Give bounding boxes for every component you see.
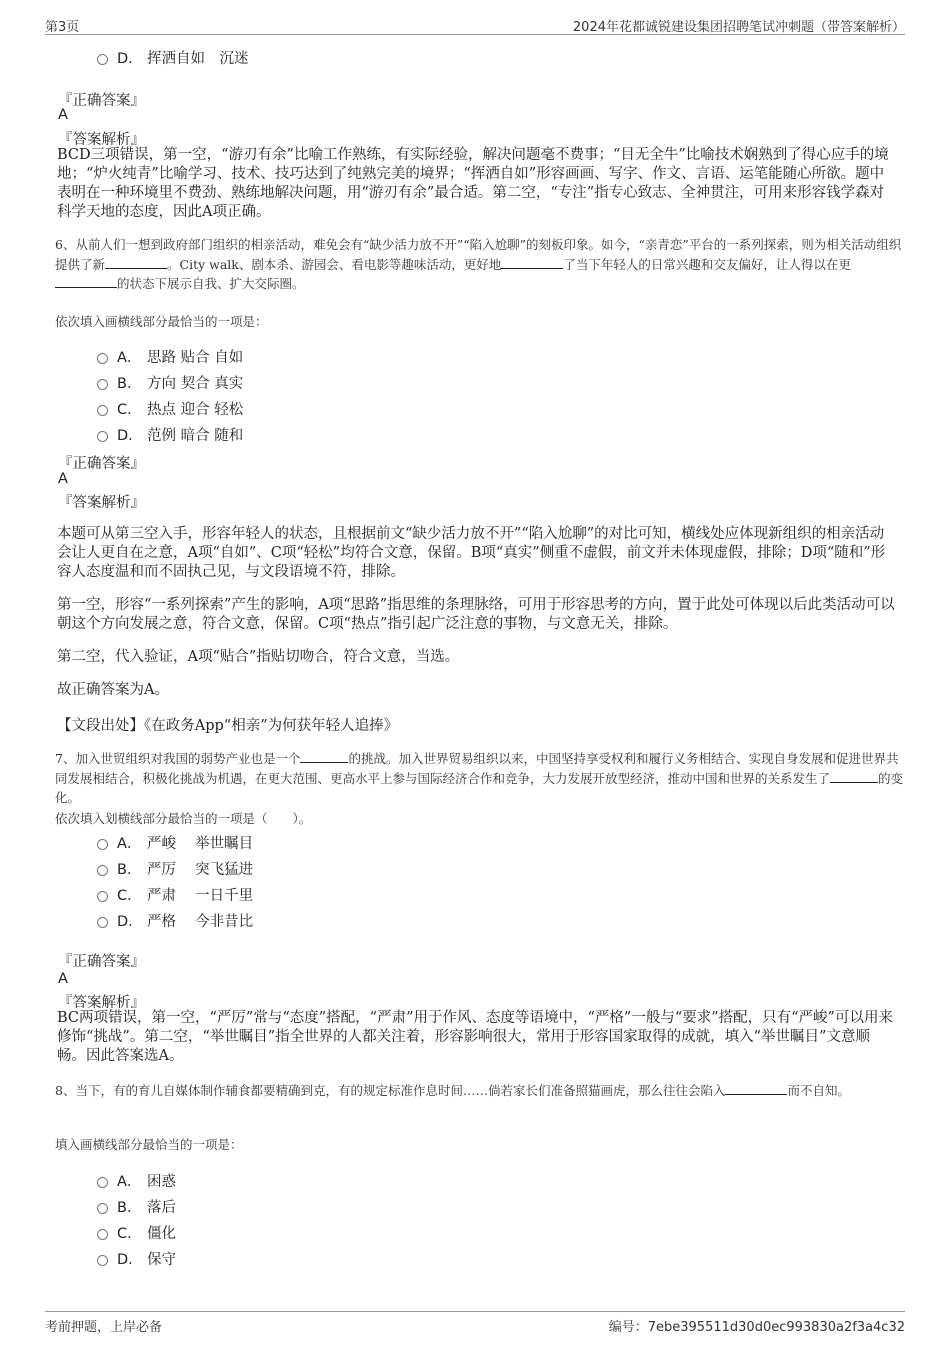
radio-icon[interactable] <box>97 891 108 902</box>
option-text: 挥洒自如 沉迷 <box>147 51 249 67</box>
q6-option-c[interactable]: C． 热点 迎合 轻松 <box>97 398 243 419</box>
q8-question: 8、当下，有的育儿自媒体制作辅食都要精确到克，有的规定标准作息时间……倘若家长们准备照猫画虎，那么往往会陷入 而不自知。 <box>55 1083 850 1098</box>
radio-icon[interactable] <box>97 865 108 876</box>
q6-answer: A <box>58 471 68 487</box>
option-letter: D． <box>117 51 143 67</box>
q6-instruction: 依次填入画横线部分最恰当的一项是： <box>55 314 268 329</box>
radio-icon[interactable] <box>97 1203 108 1214</box>
q6-analysis-p3: 第二空，代入验证，A项“贴合”指贴切吻合，符合文意，当选。 <box>57 649 460 665</box>
q6-option-b[interactable]: B． 方向 契合 真实 <box>97 372 243 393</box>
q7-answer: A <box>58 971 68 987</box>
q6-correct-label: 『正确答案』 <box>58 456 145 472</box>
q8-option-a[interactable]: A． 困惑 <box>97 1170 176 1191</box>
q6-source: 【文段出处】《在政务App“相亲”为何获年轻人追捧》 <box>57 718 399 734</box>
q5-analysis-label: 『答案解析』 <box>58 132 145 148</box>
blank-line <box>300 749 348 763</box>
q7-option-b[interactable]: B． 严厉 突飞猛进 <box>97 858 253 879</box>
q7-option-c[interactable]: C． 严肃 一日千里 <box>97 884 253 905</box>
radio-icon[interactable] <box>97 1177 108 1188</box>
radio-icon[interactable] <box>97 353 108 364</box>
page-number: 第3页 <box>45 20 80 35</box>
q7-question: 7、加入世贸组织对我国的弱势产业也是一个 的挑战。加入世界贸易组织以来，中国坚持享受权利和履行义务相结合、实现自身发展和促进世界共同发展相结合，积极化挑战为机遇，在更大范围、更高水平上参与国际经济合作和竞争，大力发展开放型经济，推动中国和世界的关系发生了 的变化。 <box>55 751 904 805</box>
q6-analysis-p2: 第一空，形容“一系列探索”产生的影响，A项“思路”指思维的条理脉络，可用于形容思考的方向，置于此处可体现以后此类活动可以朝这个方向发展之意，符合文意，保留。C项“热点”指引起广泛注意的事物，与文意无关，排除。 <box>57 597 895 632</box>
q6-analysis-p4: 故正确答案为A。 <box>57 682 169 698</box>
blank-line <box>55 274 117 288</box>
page-header <box>45 14 905 35</box>
page-footer <box>45 1311 905 1338</box>
q7-correct-label: 『正确答案』 <box>58 954 145 970</box>
radio-icon[interactable] <box>97 839 108 850</box>
radio-icon[interactable] <box>97 431 108 442</box>
blank-line <box>501 255 563 269</box>
q6-analysis-label: 『答案解析』 <box>58 495 145 511</box>
document-title: 2024年花都诚锐建设集团招聘笔试冲刺题（带答案解析） <box>572 20 905 35</box>
q6-option-a[interactable]: A． 思路 贴合 自如 <box>97 346 243 367</box>
radio-icon[interactable] <box>97 54 108 65</box>
q7-analysis: BC两项错误，第一空，“严厉”常与“态度”搭配，“严肃”用于作风、态度等语境中，“严格”一般与“要求”搭配，只有“严峻”可以用来修饰“挑战”。第二空，“举世瞩目”指全世界的人都关注着，形容影响很大，常用于形容国家取得的成就，填入“举世瞩目”文意顺畅。因此答案选A。 <box>57 1010 893 1064</box>
q5-correct-label: 『正确答案』 <box>58 93 145 109</box>
radio-icon[interactable] <box>97 379 108 390</box>
q5-option-d[interactable] <box>97 47 249 68</box>
q8-option-c[interactable]: C． 僵化 <box>97 1222 176 1243</box>
q8-option-d[interactable]: D． 保守 <box>97 1248 176 1269</box>
radio-icon[interactable] <box>97 1255 108 1266</box>
radio-icon[interactable] <box>97 1229 108 1240</box>
radio-icon[interactable] <box>97 405 108 416</box>
q8-option-b[interactable]: B． 落后 <box>97 1196 176 1217</box>
blank-line <box>830 769 878 783</box>
document-code: 编号：7ebe395511d30d0ec993830a2f3a4c32 <box>608 1320 905 1335</box>
blank-line <box>105 255 167 269</box>
q5-analysis: BCD三项错误，第一空，“游刃有余”比喻工作熟练，有实际经验，解决问题毫不费事；“目无全牛”比喻技术娴熟到了得心应手的境地；“炉火纯青”比喻学习、技术、技巧达到了纯熟完美的境界；“挥洒自如”形容画画、写字、作文、言语、运笔能随心所欲。题中表明在一种环境里不费劲、熟练地解决问题，用“游刃有余”最合适。第二空，“专注”指专心致志、全神贯注，可用来形容钱学森对科学天地的态度，因此A项正确。 <box>57 147 889 220</box>
footer-slogan: 考前押题，上岸必备 <box>45 1320 163 1335</box>
radio-icon[interactable] <box>97 917 108 928</box>
q6-question: 6、从前人们一想到政府部门组织的相亲活动，难免会有“缺少活力放不开”“陷入尬聊”的刻板印象。如今，“亲青恋”平台的一系列探索，则为相关活动组织提供了新 。City walk、剧本杀、游园会、看电影等趣味活动，更好地 了当下年轻人的日常兴趣和交友偏好，让人得以在更的状态下展示自我、扩大交际圈。 <box>55 237 902 291</box>
blank-line <box>725 1081 787 1095</box>
q7-option-d[interactable]: D． 严格 今非昔比 <box>97 910 253 931</box>
q7-instruction: 依次填入划横线部分最恰当的一项是（ ）。 <box>55 811 312 826</box>
q6-analysis-p1: 本题可从第三空入手，形容年轻人的状态，且根据前文“缺少活力放不开”“陷入尬聊”的对比可知，横线处应体现新组织的相亲活动会让人更自在之意，A项“自如”、C项“轻松”均符合文意，保留。B项“真实”侧重不虚假，前文并未体现虚假，排除；D项“随和”形容人态度温和而不固执己见，与文段语境不符，排除。 <box>57 526 886 580</box>
q8-instruction: 填入画横线部分最恰当的一项是： <box>55 1137 243 1152</box>
q5-answer: A <box>58 107 68 123</box>
q7-option-a[interactable]: A． 严峻 举世瞩目 <box>97 832 253 853</box>
q6-option-d[interactable]: D． 范例 暗合 随和 <box>97 424 243 445</box>
q7-analysis-label: 『答案解析』 <box>58 995 145 1011</box>
